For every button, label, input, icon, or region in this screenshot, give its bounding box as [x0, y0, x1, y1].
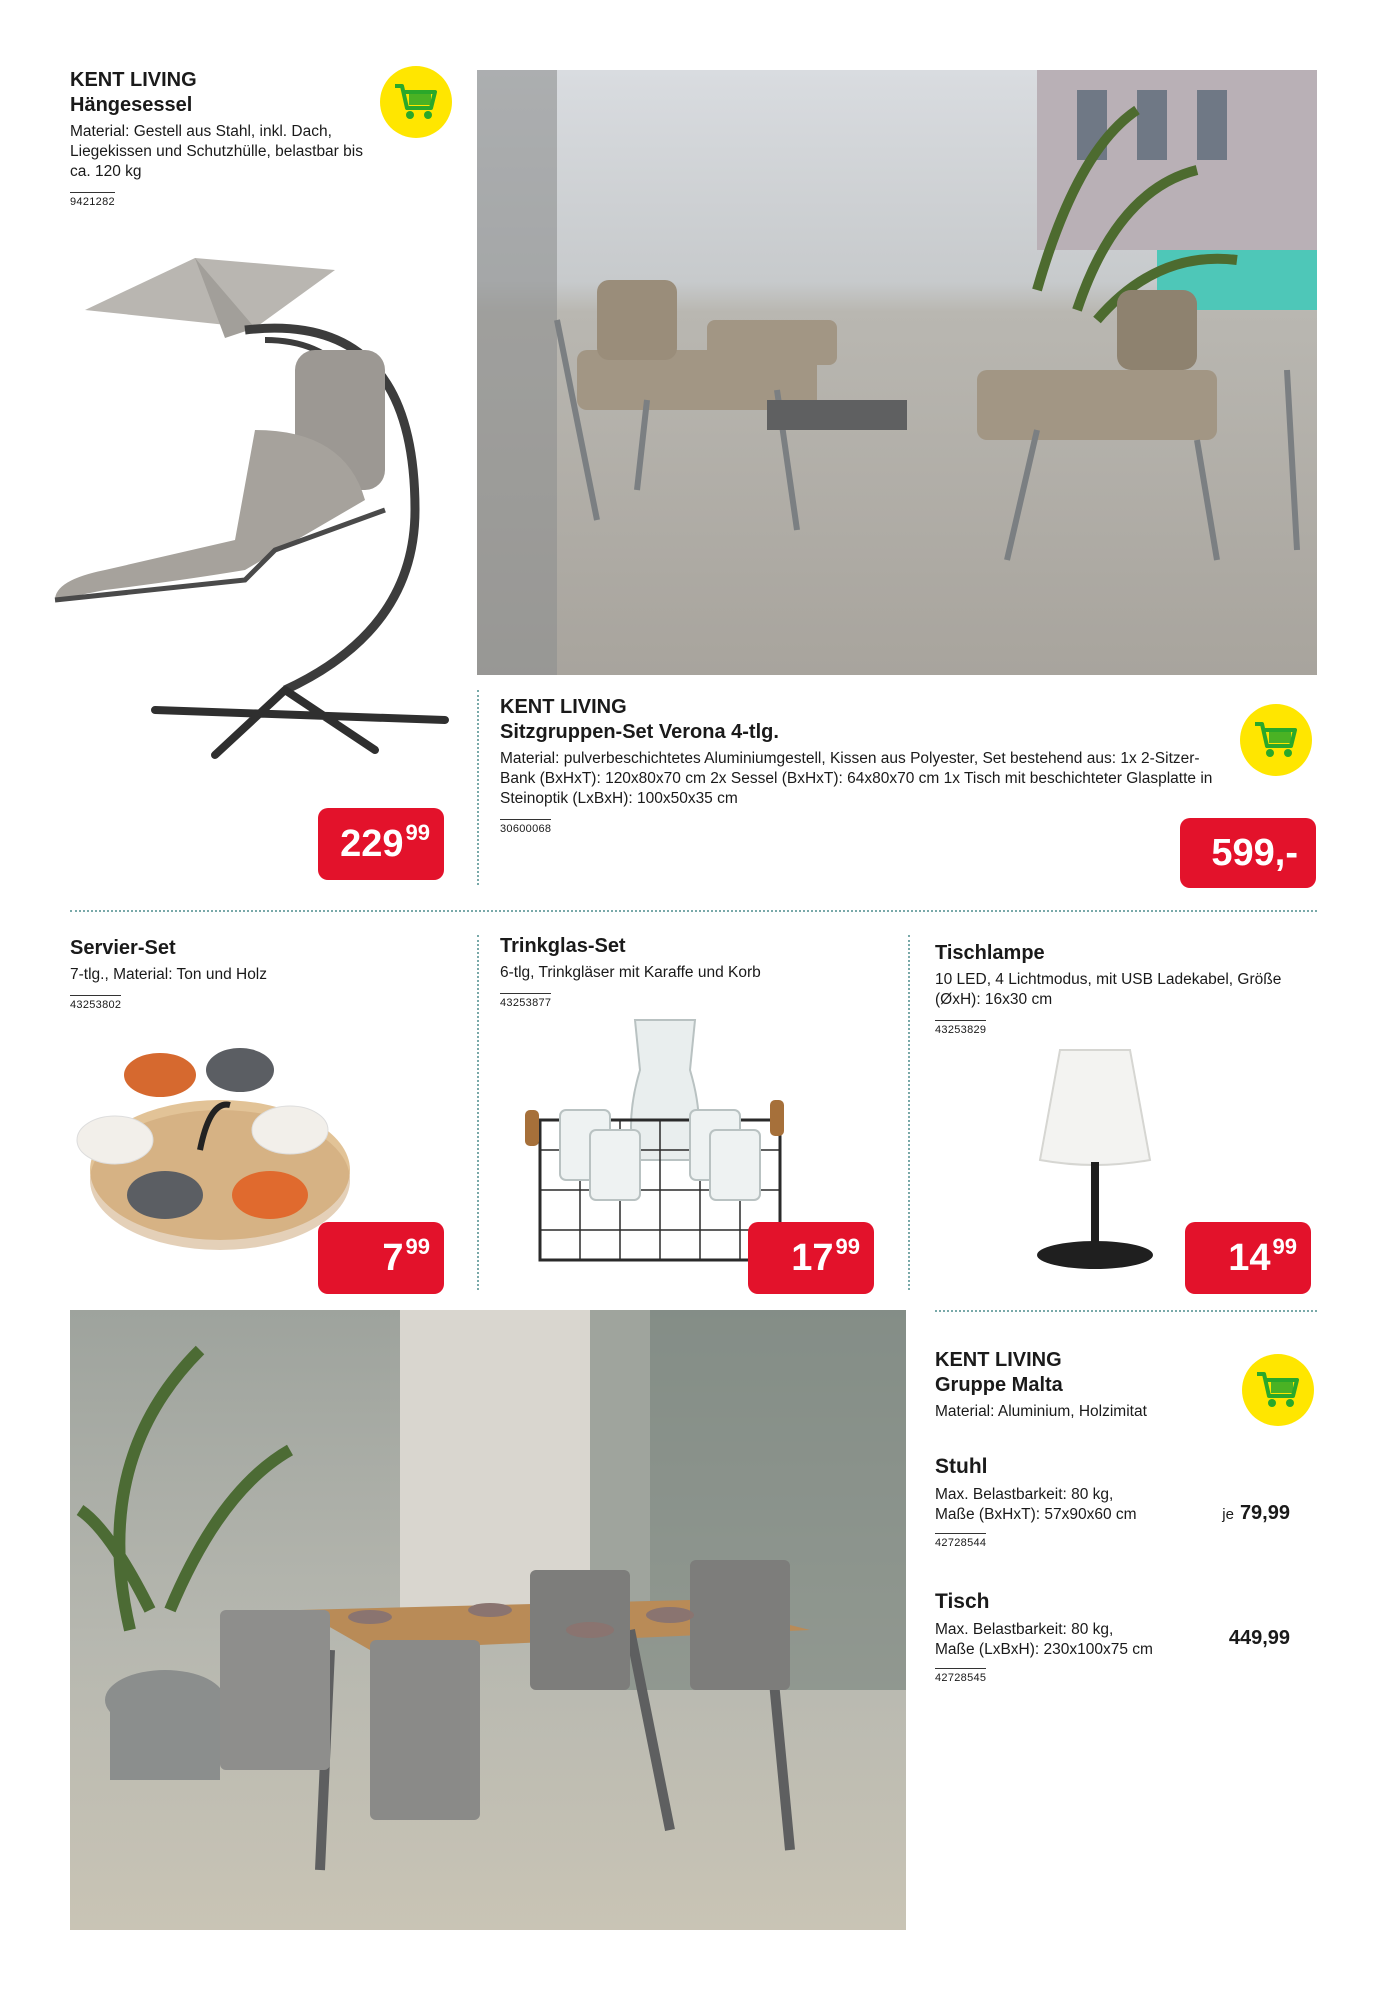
brand-label: KENT LIVING — [70, 69, 197, 91]
shopping-cart-icon — [1255, 1370, 1301, 1410]
brand-label: KENT LIVING — [500, 696, 627, 718]
product-description: Material: Gestell aus Stahl, inkl. Dach, Liegekissen und Schutzhülle, belastbar bis ca. 120 kg — [70, 123, 363, 180]
product-title: Hängesessel — [70, 94, 193, 116]
product-description: Material: pulverbeschichtetes Aluminiumgestell, Kissen aus Polyester, Set bestehend aus: 1x 2-Sitzer-Bank (BxHxT): 120x80x70 cm 2x Sessel (BxHxT): 64x80x70 cm 1x Tisch mit beschichteter Glasplatte in Steinoptik (LxBxH): 100x50x35 cm — [500, 750, 1213, 807]
divider — [935, 1310, 1317, 1312]
malta-tisch — [935, 1590, 1290, 1686]
product-title: Tischlampe — [935, 942, 1045, 964]
product-title: Servier-Set — [70, 937, 176, 959]
product-title: Sitzgruppen-Set Verona 4-tlg. — [500, 721, 779, 743]
verona-image — [477, 70, 1317, 675]
divider — [477, 935, 479, 1290]
price-tag — [1180, 818, 1316, 888]
variant-price — [1222, 1502, 1290, 1525]
haengesessel-image — [45, 250, 455, 760]
variant-dimensions: Maße (LxBxH): 230x100x75 cm — [935, 1641, 1153, 1658]
product-servier — [70, 935, 450, 1013]
price-integer: 7 — [382, 1237, 404, 1279]
price-integer: 229 — [340, 823, 404, 865]
article-number: 42728545 — [935, 1668, 986, 1684]
product-description: 6-tlg, Trinkgläser mit Karaffe und Korb — [500, 964, 761, 981]
price-integer: 17 — [791, 1237, 834, 1279]
variant-dimensions: Maße (BxHxT): 57x90x60 cm — [935, 1506, 1137, 1523]
variant-price — [1229, 1627, 1290, 1650]
product-trinkglas — [500, 933, 900, 1011]
tischlampe-image — [1020, 1040, 1170, 1280]
price-decimal: 99 — [835, 1234, 860, 1259]
product-description: 10 LED, 4 Lichtmodus, mit USB Ladekabel, Größe (ØxH): 16x30 cm — [935, 971, 1282, 1008]
price-label: 599,- — [1211, 832, 1298, 874]
article-number: 30600068 — [500, 819, 551, 835]
product-haengesessel — [70, 68, 380, 210]
variant-title: Stuhl — [935, 1455, 988, 1478]
price-decimal: 99 — [1272, 1234, 1297, 1259]
article-number: 9421282 — [70, 192, 115, 208]
product-description: 7-tlg., Material: Ton und Holz — [70, 966, 268, 983]
product-malta — [935, 1348, 1225, 1422]
article-number: 43253829 — [935, 1020, 986, 1036]
malta-image — [70, 1310, 906, 1930]
price-integer: 14 — [1228, 1237, 1271, 1279]
product-title: Trinkglas-Set — [500, 935, 626, 957]
add-to-cart-button[interactable] — [1242, 1354, 1314, 1426]
divider — [908, 935, 910, 1290]
divider — [477, 690, 479, 885]
product-tischlampe — [935, 940, 1315, 1038]
shopping-cart-icon — [1253, 720, 1299, 760]
article-number: 42728544 — [935, 1533, 986, 1549]
servier-set-image — [70, 1030, 360, 1250]
product-title: Gruppe Malta — [935, 1374, 1063, 1396]
malta-stuhl — [935, 1455, 1290, 1551]
add-to-cart-button[interactable] — [380, 66, 452, 138]
article-number: 43253877 — [500, 993, 551, 1009]
price-tag — [748, 1222, 874, 1294]
divider — [70, 910, 1317, 912]
product-verona — [500, 695, 1230, 837]
variant-spec: Max. Belastbarkeit: 80 kg, — [935, 1621, 1114, 1638]
variant-spec: Max. Belastbarkeit: 80 kg, — [935, 1486, 1114, 1503]
price-tag — [1185, 1222, 1311, 1294]
price-decimal: 99 — [405, 1234, 430, 1259]
variant-title: Tisch — [935, 1590, 990, 1613]
article-number: 43253802 — [70, 995, 121, 1011]
price-value: 79,99 — [1239, 1502, 1290, 1524]
product-description: Material: Aluminium, Holzimitat — [935, 1403, 1147, 1420]
price-value: 449,99 — [1228, 1627, 1290, 1649]
price-prefix: je — [1222, 1506, 1234, 1523]
shopping-cart-icon — [393, 82, 439, 122]
add-to-cart-button[interactable] — [1240, 704, 1312, 776]
price-tag — [318, 1222, 444, 1294]
price-decimal: 99 — [405, 820, 430, 845]
price-tag — [318, 808, 444, 880]
brand-label: KENT LIVING — [935, 1349, 1062, 1371]
